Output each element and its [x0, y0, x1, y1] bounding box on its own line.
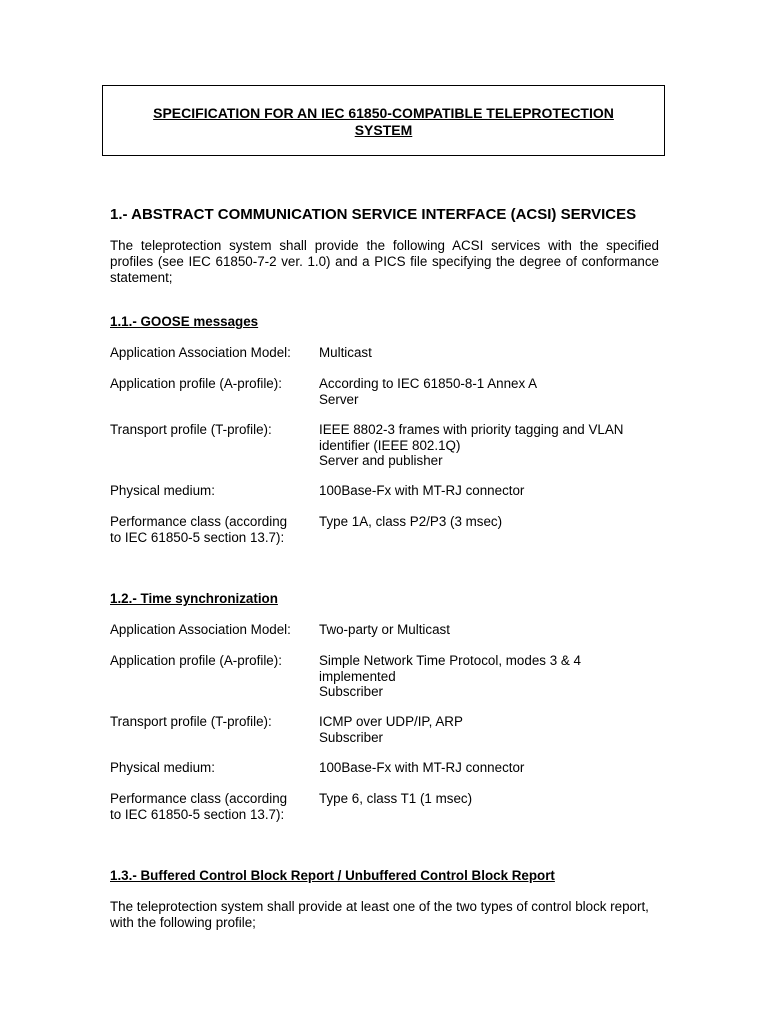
value-line: 100Base-Fx with MT-RJ connector: [319, 760, 525, 775]
label-line: Physical medium:: [110, 483, 215, 498]
value-line: 100Base-Fx with MT-RJ connector: [319, 483, 525, 498]
value-line: ICMP over UDP/IP, ARP: [319, 714, 463, 729]
value-line: Subscriber: [319, 729, 384, 745]
value-line: According to IEC 61850-8-1 Annex A: [319, 376, 538, 391]
document-title: [103, 105, 664, 139]
row-value: [319, 345, 664, 361]
row-label: [110, 422, 310, 438]
value-line: Server and publisher: [319, 453, 443, 468]
row-label: [110, 791, 310, 822]
label-line: Application profile (A-profile):: [110, 653, 282, 668]
label-line: Application profile (A-profile):: [110, 376, 282, 391]
row-value: [319, 622, 664, 638]
row-value: [319, 714, 664, 745]
label-line: Transport profile (T-profile):: [110, 422, 272, 437]
label-line: Physical medium:: [110, 760, 215, 775]
row-label: [110, 622, 310, 638]
label-line: Application Association Model:: [110, 345, 291, 360]
label-line: to IEC 61850-5 section 13.7):: [110, 529, 285, 545]
row-value: [319, 653, 664, 700]
value-line: Type 1A, class P2/P3 (3 msec): [319, 514, 503, 529]
title-line-2: SYSTEM: [354, 122, 413, 138]
row-value: [319, 791, 664, 807]
value-line: IEEE 8802-3 frames with priority tagging and VLAN: [319, 422, 624, 437]
row-label: [110, 514, 310, 545]
row-label: [110, 714, 310, 730]
label-line: to IEC 61850-5 section 13.7):: [110, 806, 285, 822]
section-1-2-heading: 1.2.- Time synchronization: [110, 591, 278, 606]
value-line: Simple Network Time Protocol, modes 3 & 4: [319, 653, 581, 668]
row-label: [110, 376, 310, 392]
row-value: [319, 422, 664, 469]
section-1-3-text: The teleprotection system shall provide at least one of the two types of control block report, with the following profile;: [110, 899, 649, 930]
title-line-1: SPECIFICATION FOR AN IEC 61850-COMPATIBLE TELEPROTECTION: [153, 105, 614, 121]
section-1-3-heading: 1.3.- Buffered Control Block Report / Unbuffered Control Block Report: [110, 868, 555, 883]
section-1-intro: The teleprotection system shall provide the following ACSI services with the specified profiles (see IEC 61850-7-2 ver. 1.0) and a PICS file specifying the degree of conformance statement;: [110, 238, 659, 285]
value-line: Type 6, class T1 (1 msec): [319, 791, 473, 806]
value-line: implemented: [319, 668, 396, 684]
value-line: Subscriber: [319, 684, 384, 699]
value-line: Multicast: [319, 345, 372, 360]
section-1-heading: 1.- ABSTRACT COMMUNICATION SERVICE INTERFACE (ACSI) SERVICES: [110, 206, 637, 223]
row-value: [319, 483, 664, 499]
row-label: [110, 653, 310, 669]
value-line: identifier (IEEE 802.1Q): [319, 437, 461, 453]
value-line: Server: [319, 391, 359, 407]
title-box: [102, 85, 665, 156]
row-value: [319, 376, 664, 407]
value-line: Two-party or Multicast: [319, 622, 450, 637]
row-value: [319, 760, 664, 776]
row-label: [110, 760, 310, 776]
row-label: [110, 345, 310, 361]
label-line: Application Association Model:: [110, 622, 291, 637]
row-label: [110, 483, 310, 499]
label-line: Performance class (according: [110, 791, 288, 806]
row-value: [319, 514, 664, 530]
label-line: Transport profile (T-profile):: [110, 714, 272, 729]
label-line: Performance class (according: [110, 514, 288, 529]
section-1-1-heading: 1.1.- GOOSE messages: [110, 314, 259, 329]
